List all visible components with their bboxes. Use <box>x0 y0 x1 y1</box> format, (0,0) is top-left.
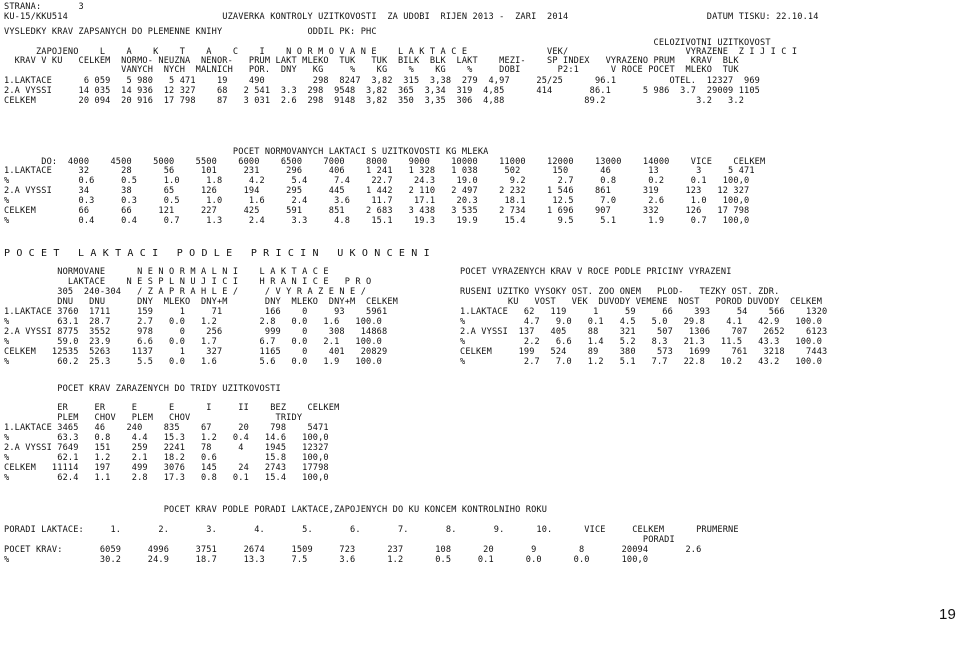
s3-right-line: 2.A VYSSI 137 405 88 321 507 1306 707 2652 6123 <box>460 327 828 337</box>
s1-header-0: CELOZIVOTNI UZITKOVOST <box>4 38 771 48</box>
s4-line: % 62.4 1.1 2.8 17.3 0.8 0.1 15.4 100,0 <box>4 473 329 483</box>
s4-line: 1.LAKTACE 3465 46 240 835 67 20 798 5471 <box>4 423 329 433</box>
s3-left-line: 1.LAKTACE 3760 1711 159 1 71 166 0 93 5961 <box>4 307 388 317</box>
s3-left-line: CELKEM 12535 5263 1137 1 327 1165 0 401 20829 <box>4 347 388 357</box>
report-subtitle: VYSLEDKY KRAV ZAPSANYCH DO PLEMENNE KNIHY ODDIL PK: PHC <box>4 27 377 37</box>
s5-line: PORADI <box>4 535 675 545</box>
s2-row: % 0.6 0.5 1.0 1.8 4.2 5.4 7.4 22.7 24.3 19.0 9.2 2.7 0.8 0.2 0.1 100,0 <box>4 176 750 186</box>
s3-left-line: LAKTACE N E S P L N U J I C I H R A N I C E P R O <box>4 277 372 287</box>
s5-line: PORADI LAKTACE: 1. 2. 3. 4. 5. 6. 7. 8. 9. 10. VICE CELKEM PRUMERNE <box>4 525 739 535</box>
s3-right-line: % 2.2 6.6 1.4 5.2 8.3 21.3 11.5 43.3 100.0 <box>460 337 823 347</box>
s3-title: P O C E T L A K T A C I P O D L E P R I C I N U K O N C E N I <box>4 248 430 259</box>
s1-row: 2.A VYSSI 14 035 14 936 12 327 68 2 541 3.3 298 9548 3,82 365 3,34 319 4,85 414 86.1 5 986 3.7 29009 1105 <box>4 86 760 96</box>
page-number: 19 <box>939 606 956 623</box>
s3-left-line: % 59.0 23.9 6.6 0.0 1.7 6.7 0.0 2.1 100.0 <box>4 337 382 347</box>
s5-line: POCET KRAV: 6059 4996 3751 2674 1509 723 237 108 20 9 8 20094 2.6 <box>4 545 702 555</box>
s5-title: POCET KRAV PODLE PORADI LAKTACE,ZAPOJENYCH DO KU KONCEM KONTROLNIHO ROKU <box>4 505 548 515</box>
s2-row: 1.LAKTACE 32 28 56 101 231 296 406 1 241 1 328 1 038 502 150 46 13 3 5 471 <box>4 166 755 176</box>
s3-right-line: 1.LAKTACE 62 119 1 59 66 393 54 566 1320 <box>460 307 828 317</box>
s1-header-3: VANYCH NYCH MALNICH POR. DNY KG % KG % KG % DOBI P2:1 V ROCE POCET MLEKO TUK <box>4 65 739 75</box>
s2-row: % 0.3 0.3 0.5 1.0 1.6 2.4 3.6 11.7 17.1 20.3 18.1 12.5 7.0 2.6 1.0 100,0 <box>4 196 750 206</box>
s2-row: % 0.4 0.4 0.7 1.3 2.4 3.3 4.8 15.1 19.3 19.9 15.4 9.5 5.1 1.9 0.7 100,0 <box>4 216 750 226</box>
s1-row: CELKEM 20 094 20 916 17 798 87 3 031 2.6 298 9148 3,82 350 3,35 306 4,88 89.2 3.2 3.2 <box>4 96 745 106</box>
s2-header: DO: 4000 4500 5000 5500 6000 6500 7000 8000 9000 10000 11000 12000 13000 14000 VICE CELKEM <box>4 157 766 167</box>
s3-left-line: 2.A VYSSI 8775 3552 978 0 256 999 0 308 14868 <box>4 327 388 337</box>
s1-row: 1.LAKTACE 6 059 5 980 5 471 19 490 298 8247 3,82 315 3,38 279 4,97 25/25 96.1 OTEL. 12327 969 <box>4 76 760 86</box>
s3-right-line: % 2.7 7.0 1.2 5.1 7.7 22.8 10.2 43.2 100.0 <box>460 357 823 367</box>
s4-line: CELKEM 11114 197 499 3076 145 24 2743 17798 <box>4 463 329 473</box>
report-header: KU-15/KKU514 UZAVERKA KONTROLY UZITKOVOSTI ZA UDOBI RIJEN 2013 - ZARI 2014 DATUM TISKU: 22.10.14 <box>4 12 819 22</box>
s3-left-line: 305 240-304 / Z A P R A H L E / / V Y R A Z E N E / <box>4 287 367 297</box>
s5-line: % 30.2 24.9 18.7 13.3 7.5 3.6 1.2 0.5 0.1 0.0 0.0 100,0 <box>4 555 649 565</box>
s3-right-line: CELKEM 199 524 89 380 573 1699 761 3218 7443 <box>460 347 828 357</box>
s1-header-2: KRAV V KU CELKEM NORMO- NEUZNA NENOR- PRUM LAKT MLEKO TUK TUK BILK BLK LAKT MEZI- SP INDEX VYRAZENO PRUM KRAV BLK <box>4 56 739 66</box>
s3-right-line: % 4.7 9.0 0.1 4.5 5.0 29.8 4.1 42.9 100.0 <box>460 317 823 327</box>
s4-title: POCET KRAV ZARAZENYCH DO TRIDY UZITKOVOSTI <box>4 384 281 394</box>
s3-left-line: % 63.1 28.7 2.7 0.0 1.2 2.8 0.0 1.6 100.0 <box>4 317 382 327</box>
s3-right-line: RUSENI UZITKO VYSOKY OST. ZOO ONEM PLOD- TEZKY OST. ZDR. <box>460 287 780 297</box>
s4-line: 2.A VYSSI 7649 151 259 2241 78 4 1945 12327 <box>4 443 329 453</box>
page-label: STRANA: 3 <box>4 2 84 12</box>
s3-left-line: % 60.2 25.3 5.5 0.0 1.6 5.6 0.0 1.9 100.0 <box>4 357 382 367</box>
s3-left-line: DNU DNU DNY MLEKO DNY+M DNY MLEKO DNY+M CELKEM <box>4 297 398 307</box>
s2-row: 2.A VYSSI 34 38 65 126 194 295 445 1 442 2 110 2 497 2 232 1 546 861 319 123 12 327 <box>4 186 750 196</box>
s1-header-1: ZAPOJENO L A K T A C I N O R M O V A N E L A K T A C E VEK/ VYRAZENE Z I J I C I <box>4 47 798 57</box>
s3-right-line: POCET VYRAZENYCH KRAV V ROCE PODLE PRICINY VYRAZENI <box>460 267 732 277</box>
s2-title: POCET NORMOVANYCH LAKTACI S UZITKOVOSTI KG MLEKA <box>4 147 489 157</box>
s4-line: % 62.1 1.2 2.1 18.2 0.6 15.8 100,0 <box>4 453 329 463</box>
s4-line: ER ER E E I II BEZ CELKEM <box>4 403 340 413</box>
s3-left-line: NORMOVANE N E N O R M A L N I L A K T A C E <box>4 267 329 277</box>
s4-line: PLEM CHOV PLEM CHOV TRIDY <box>4 413 303 423</box>
s3-right-line: KU VOST VEK DUVODY VEMENE NOST POROD DUVODY CELKEM <box>460 297 823 307</box>
s4-line: % 63.3 0.8 4.4 15.3 1.2 0.4 14.6 100,0 <box>4 433 329 443</box>
s2-row: CELKEM 66 66 121 227 425 591 851 2 683 3 438 3 535 2 734 1 696 907 332 126 17 798 <box>4 206 750 216</box>
